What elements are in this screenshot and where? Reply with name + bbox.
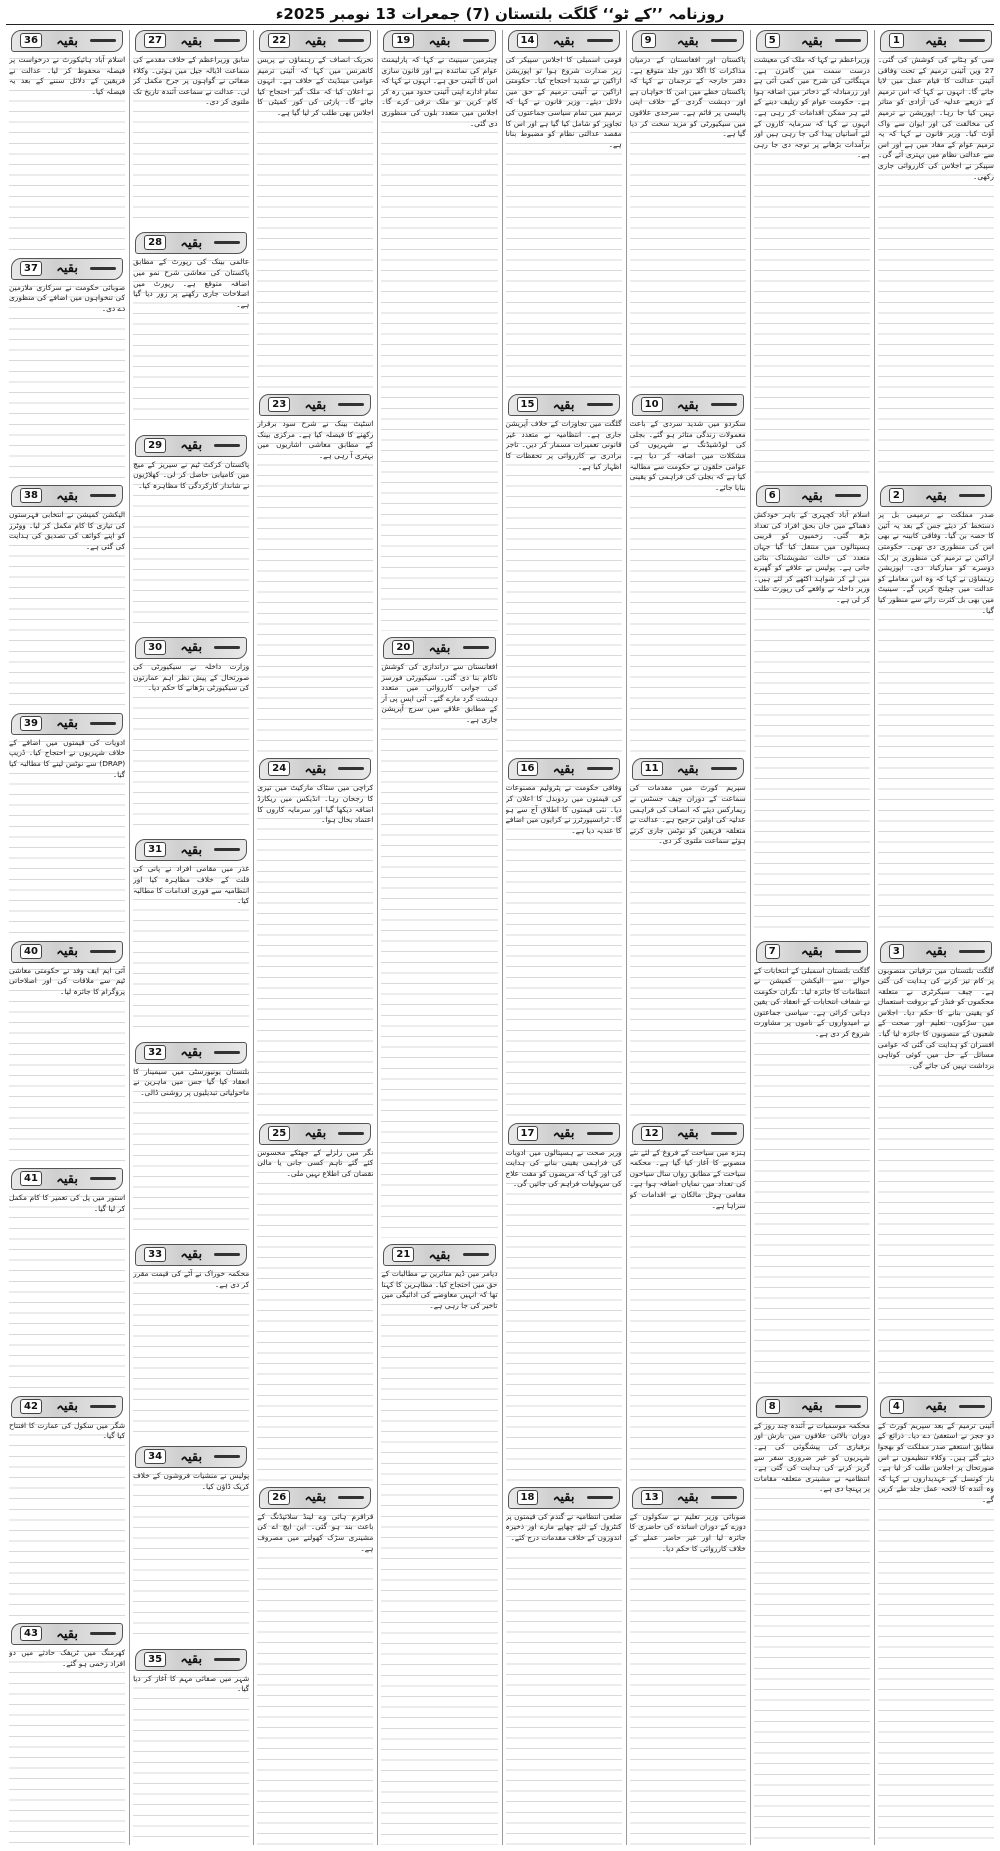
- continued-story: [133, 1244, 249, 1440]
- continuation-number: 28: [144, 235, 166, 250]
- continued-story: [630, 758, 746, 1116]
- story-text: گلگت بلتستان اسمبلی کے انتخابات کے حوالے سے الیکشن کمیشن نے انتظامات کا جائزہ لیا۔ نگران حکومت نے شفاف انتخابات کے انعقاد کی یقین دہانی کرائی ہے۔ سیاسی جماعتوں نے امیدواروں کے ناموں پر مشاورت شروع کر دی ہے۔: [754, 966, 870, 1390]
- continuation-banner: [508, 1123, 620, 1145]
- story-text: آئی ایم ایف وفد نے حکومتی معاشی ٹیم سے ملاقات کی اور اصلاحاتی پروگرام کا جائزہ لیا۔: [9, 966, 125, 1163]
- continuation-banner: [383, 30, 495, 52]
- continuation-banner: [383, 1244, 495, 1266]
- story-text: محکمہ خوراک نے آٹے کی قیمت مقرر کر دی ہے۔: [133, 1269, 249, 1440]
- column-5: [377, 30, 497, 1845]
- swash-ornament-icon: [214, 848, 240, 851]
- continuation-label: بقیہ: [56, 944, 78, 959]
- story-text: ضلعی انتظامیہ نے گندم کی قیمتوں پر کنٹرول کے لئے چھاپے مارے اور ذخیرہ اندوزوں کے خلاف مقدمات درج کئے۔: [506, 1512, 622, 1845]
- swash-ornament-icon: [214, 1051, 240, 1054]
- swash-ornament-icon: [959, 494, 985, 497]
- continuation-label: بقیہ: [552, 1490, 575, 1506]
- continuation-number: 20: [392, 640, 414, 655]
- column-4: [502, 30, 622, 1845]
- continuation-label: بقیہ: [925, 1399, 947, 1415]
- continued-story: [630, 30, 746, 388]
- swash-ornament-icon: [338, 1132, 364, 1135]
- continued-story: [133, 30, 249, 226]
- continuation-banner: [11, 30, 123, 52]
- continuation-number: 23: [268, 397, 290, 412]
- continuation-banner: [508, 394, 620, 416]
- story-text: پاکستان اور افغانستان کے درمیان مذاکرات کا اگلا دور جلد متوقع ہے۔ دفتر خارجہ کے ترجمان نے کہا کہ پاکستان خطے میں امن کا خواہاں ہے اور دہشت گردی کے خلاف اپنی پالیسی پر قائم ہے۔ سرحدی علاقوں میں سیکیورٹی کو مزید سخت کر دیا گیا ہے۔: [630, 55, 746, 388]
- continuation-banner: [135, 1042, 247, 1064]
- continuation-number: 29: [144, 438, 166, 453]
- continuation-label: بقیہ: [800, 488, 823, 504]
- continuation-label: بقیہ: [552, 761, 575, 777]
- continuation-number: 7: [765, 944, 780, 959]
- continuation-number: 38: [20, 488, 42, 503]
- continuation-label: بقیہ: [800, 944, 823, 959]
- continuation-number: 42: [20, 1399, 42, 1414]
- swash-ornament-icon: [587, 1496, 613, 1499]
- continuation-banner: [11, 713, 123, 735]
- continued-story: [9, 941, 125, 1163]
- continued-story: [506, 1123, 622, 1481]
- continuation-label: بقیہ: [180, 842, 203, 858]
- story-text: پولیس نے منشیات فروشوں کے خلاف کریک ڈاؤن کیا۔: [133, 1471, 249, 1642]
- swash-ornament-icon: [587, 767, 613, 770]
- continuation-banner: [632, 1487, 744, 1509]
- continuation-number: 33: [144, 1247, 166, 1262]
- continued-story: [257, 30, 373, 388]
- continuation-banner: [259, 30, 371, 52]
- continuation-label: بقیہ: [800, 1399, 823, 1415]
- continuation-label: بقیہ: [304, 761, 327, 777]
- swash-ornament-icon: [214, 646, 240, 649]
- story-text: وزارت داخلہ نے سیکیورٹی کی صورتحال کے پیش نظر اہم عمارتوں کی سیکیورٹی بڑھانے کا حکم دیا۔: [133, 662, 249, 833]
- continuation-number: 31: [144, 842, 166, 857]
- continuation-number: 35: [144, 1652, 166, 1667]
- story-text: صدر مملکت نے ترمیمی بل پر دستخط کر دیئے جس کے بعد یہ آئین کا حصہ بن گیا۔ وفاقی کابینہ نے بھی اس کی منظوری دی تھی۔ حکومتی اراکین نے ترمیم کی منظوری پر ایک دوسرے کو مبارکباد دی۔ اپوزیشن رہنماؤں نے کہا کہ وہ اس معاملے کو عدالت میں چیلنج کریں گے۔ سینیٹ میں بھی بل کثرت رائے سے منظور کیا گیا۔: [878, 510, 994, 934]
- continuation-label: بقیہ: [676, 33, 699, 49]
- continuation-label: بقیہ: [180, 640, 203, 656]
- column-1: [874, 30, 994, 1845]
- swash-ornament-icon: [711, 1496, 737, 1499]
- continued-story: [9, 30, 125, 252]
- continuation-banner: [508, 30, 620, 52]
- continuation-label: بقیہ: [56, 488, 78, 504]
- continuation-number: 25: [268, 1126, 290, 1141]
- continuation-label: بقیہ: [428, 640, 451, 656]
- continuation-label: بقیہ: [925, 944, 947, 959]
- continuation-number: 36: [20, 33, 42, 48]
- story-text: اسلام آباد کچہری کے باہر خودکش دھماکے میں جاں بحق افراد کی تعداد بڑھ گئی۔ زخمیوں کو قریبی ہسپتالوں میں منتقل کیا گیا جہاں متعدد کی حالت تشویشناک بتائی جاتی ہے۔ پولیس نے علاقے کو گھیرے میں لے کر شواہد اکٹھے کر لئے ہیں۔ وزیر داخلہ نے واقعے کی رپورٹ طلب کر لی ہے۔: [754, 510, 870, 934]
- continuation-label: بقیہ: [180, 438, 203, 454]
- continued-story: [257, 1123, 373, 1481]
- story-text: اسٹیٹ بینک نے شرح سود برقرار رکھنے کا فیصلہ کیا ہے۔ مرکزی بینک کے مطابق معاشی اشاریوں میں بہتری آ رہی ہے۔: [257, 419, 373, 752]
- continuation-label: بقیہ: [180, 1449, 203, 1465]
- swash-ornament-icon: [711, 39, 737, 42]
- continuation-label: بقیہ: [180, 1045, 203, 1061]
- story-text: صوبائی حکومت نے سرکاری ملازمین کی تنخواہوں میں اضافے کی منظوری دے دی۔: [9, 283, 125, 480]
- continuation-number: 10: [641, 397, 663, 412]
- story-text: کراچی میں سٹاک مارکیٹ میں تیزی کا رجحان رہا۔ انڈیکس میں ریکارڈ اضافہ دیکھا گیا اور سرمایہ کاروں کا اعتماد بحال ہوا۔: [257, 783, 373, 1116]
- swash-ornament-icon: [711, 403, 737, 406]
- continued-story: [630, 1487, 746, 1845]
- continuation-banner: [11, 258, 123, 280]
- continuation-number: 43: [20, 1626, 42, 1641]
- continuation-banner: [756, 1396, 868, 1418]
- continuation-label: بقیہ: [925, 488, 947, 504]
- continued-story: [754, 485, 870, 934]
- continuation-banner: [880, 1396, 992, 1418]
- continued-story: [133, 232, 249, 428]
- continuation-label: بقیہ: [552, 397, 575, 413]
- story-text: محکمہ موسمیات نے آئندہ چند روز کے دوران بالائی علاقوں میں بارش اور برفباری کی پیشگوئی کی ہے۔ شہریوں کو غیر ضروری سفر سے گریز کرنے کی ہدایت کی گئی ہے۔ انتظامیہ نے مشینری متعلقہ مقامات پر پہنچا دی ہے۔: [754, 1421, 870, 1845]
- story-text: قراقرم ہائی وے لینڈ سلائیڈنگ کے باعث بند ہو گئی۔ این ایچ اے کی مشینری سڑک کھولنے میں مصروف ہے۔: [257, 1512, 373, 1845]
- swash-ornament-icon: [587, 1132, 613, 1135]
- continuation-banner: [259, 758, 371, 780]
- continuation-banner: [135, 1244, 247, 1266]
- continued-story: [9, 485, 125, 707]
- continuation-label: بقیہ: [56, 716, 78, 732]
- continued-story: [257, 1487, 373, 1845]
- swash-ornament-icon: [90, 1405, 116, 1408]
- continuation-banner: [11, 1623, 123, 1645]
- continuation-number: 32: [144, 1045, 166, 1060]
- swash-ornament-icon: [90, 494, 116, 497]
- continuation-number: 41: [20, 1171, 42, 1186]
- swash-ornament-icon: [90, 722, 116, 725]
- swash-ornament-icon: [214, 241, 240, 244]
- continuation-label: بقیہ: [180, 1652, 203, 1668]
- swash-ornament-icon: [338, 403, 364, 406]
- continuation-label: بقیہ: [925, 33, 947, 49]
- story-text: شہر میں صفائی مہم کا آغاز کر دیا گیا۔: [133, 1674, 249, 1845]
- continuation-label: بقیہ: [304, 397, 327, 413]
- continuation-number: 30: [144, 640, 166, 655]
- continued-story: [133, 1446, 249, 1642]
- story-text: سابق وزیراعظم کے خلاف مقدمے کی سماعت اڈیالہ جیل میں ہوئی۔ وکلاء صفائی نے گواہوں پر جرح مکمل کر لی۔ عدالت نے سماعت آئندہ تاریخ تک ملتوی کر دی۔: [133, 55, 249, 226]
- continuation-banner: [383, 637, 495, 659]
- column-7: [129, 30, 249, 1845]
- continuation-banner: [135, 839, 247, 861]
- continuation-label: بقیہ: [676, 1126, 699, 1142]
- continuation-number: 6: [765, 488, 780, 503]
- column-8: [6, 30, 125, 1845]
- continued-story: [257, 758, 373, 1116]
- continued-story: [133, 637, 249, 833]
- continuation-label: بقیہ: [676, 761, 699, 777]
- continuation-number: 27: [144, 33, 166, 48]
- story-text: سپریم کورٹ میں مقدمات کی سماعت کے دوران چیف جسٹس نے ریمارکس دیئے کہ انصاف کی فراہمی عدلیہ کی اولین ترجیح ہے۔ عدالت نے متعلقہ فریقین کو نوٹس جاری کرتے ہوئے سماعت ملتوی کر دی۔: [630, 783, 746, 1116]
- swash-ornament-icon: [463, 1253, 489, 1256]
- continuation-number: 3: [889, 944, 904, 959]
- continued-story: [381, 637, 497, 1238]
- continuation-number: 26: [268, 1490, 290, 1505]
- swash-ornament-icon: [214, 1455, 240, 1458]
- continuation-number: 34: [144, 1449, 166, 1464]
- continuation-label: بقیہ: [428, 33, 451, 49]
- swash-ornament-icon: [835, 39, 861, 42]
- continuation-label: بقیہ: [800, 33, 823, 49]
- continuation-banner: [880, 485, 992, 507]
- swash-ornament-icon: [587, 39, 613, 42]
- continuation-banner: [259, 1487, 371, 1509]
- continued-story: [381, 30, 497, 631]
- continuation-banner: [880, 941, 992, 963]
- continued-story: [630, 394, 746, 752]
- swash-ornament-icon: [214, 444, 240, 447]
- swash-ornament-icon: [214, 1658, 240, 1661]
- story-text: بلتستان یونیورسٹی میں سیمینار کا انعقاد کیا گیا جس میں ماہرین نے ماحولیاتی تبدیلیوں پر روشنی ڈالی۔: [133, 1067, 249, 1238]
- continued-story: [754, 30, 870, 479]
- swash-ornament-icon: [214, 39, 240, 42]
- story-text: گلگت میں تجاوزات کے خلاف آپریشن جاری ہے۔ انتظامیہ نے متعدد غیر قانونی تعمیرات مسمار کر دیں۔ تاجر برادری نے کارروائی پر تحفظات کا اظہار کیا ہے۔: [506, 419, 622, 752]
- continuation-number: 39: [20, 716, 42, 731]
- continued-story: [133, 839, 249, 1035]
- continuation-label: بقیہ: [180, 33, 203, 49]
- story-text: وفاقی حکومت نے پٹرولیم مصنوعات کی قیمتوں میں ردوبدل کا اعلان کر دیا۔ نئی قیمتوں کا اطلاق آج سے ہو گا۔ ٹرانسپورٹرز نے کرایوں میں اضافے کا عندیہ دیا ہے۔: [506, 783, 622, 1116]
- story-text: وزیراعظم نے کہا کہ ملک کی معیشت درست سمت میں گامزن ہے۔ مہنگائی کی شرح میں کمی آئی ہے اور زرمبادلہ کے ذخائر میں اضافہ ہوا ہے۔ حکومت عوام کو ریلیف دینے کے لئے ہر ممکن اقدامات کر رہی ہے۔ انہوں نے کہا کہ سرمایہ کاروں کے لئے آسانیاں پیدا کی جا رہی ہیں اور برآمدات بڑھانے پر توجہ دی جا رہی ہے۔: [754, 55, 870, 479]
- continued-story: [9, 1168, 125, 1390]
- swash-ornament-icon: [711, 767, 737, 770]
- story-text: غذر میں مقامی افراد نے پانی کی قلت کے خلاف مظاہرہ کیا اور انتظامیہ سے فوری اقدامات کا مطالبہ کیا۔: [133, 864, 249, 1035]
- swash-ornament-icon: [90, 39, 116, 42]
- swash-ornament-icon: [959, 1405, 985, 1408]
- continuation-banner: [632, 758, 744, 780]
- swash-ornament-icon: [835, 950, 861, 953]
- continuation-banner: [259, 394, 371, 416]
- continuation-number: 24: [268, 761, 290, 776]
- column-3: [626, 30, 746, 1845]
- continuation-number: 22: [268, 33, 290, 48]
- swash-ornament-icon: [338, 1496, 364, 1499]
- continued-story: [9, 1396, 125, 1618]
- continuation-banner: [11, 1396, 123, 1418]
- continuation-banner: [508, 1487, 620, 1509]
- continued-story: [9, 258, 125, 480]
- swash-ornament-icon: [214, 1253, 240, 1256]
- swash-ornament-icon: [90, 267, 116, 270]
- continued-story: [9, 1623, 125, 1845]
- continuation-banner: [135, 30, 247, 52]
- continued-story: [9, 713, 125, 935]
- continuation-banner: [11, 941, 123, 963]
- story-text: صوبائی وزیر تعلیم نے سکولوں کے دورے کے دوران اساتذہ کی حاضری کا جائزہ لیا اور غیر حاضر عملے کے خلاف کارروائی کا حکم دیا۔: [630, 1512, 746, 1845]
- story-text: گلگت بلتستان میں ترقیاتی منصوبوں پر کام تیز کرنے کی ہدایت کی گئی ہے۔ چیف سیکرٹری نے متعلقہ محکموں کو فنڈز کے بروقت استعمال کو یقینی بنانے کا حکم دیا۔ اجلاس میں سڑکوں، تعلیم اور صحت کے شعبوں کے منصوبوں کا جائزہ لیا گیا۔ افسران کو ہدایت کی گئی کہ عوامی مسائل کے حل میں کوئی کوتاہی برداشت نہیں کی جائے گی۔: [878, 966, 994, 1390]
- story-text: پاکستان کرکٹ ٹیم نے سیریز کے میچ میں کامیابی حاصل کر لی۔ کھلاڑیوں نے شاندار کارکردگی کا مظاہرہ کیا۔: [133, 460, 249, 631]
- story-text: ادویات کی قیمتوں میں اضافے کے خلاف شہریوں نے احتجاج کیا۔ ڈریپ (DRAP) سے نوٹس لینے کا مطالبہ کیا گیا۔: [9, 738, 125, 935]
- continuation-label: بقیہ: [304, 1126, 327, 1142]
- continuation-banner: [135, 1446, 247, 1468]
- story-text: ہنزہ میں سیاحت کے فروغ کے لئے نئے منصوبے کا آغاز کیا گیا ہے۔ محکمہ سیاحت کے مطابق رواں سال سیاحوں کی تعداد میں نمایاں اضافہ ہوا ہے۔ مقامی ہوٹل مالکان نے اقدامات کو سراہا ہے۔: [630, 1148, 746, 1481]
- story-text: قومی اسمبلی کا اجلاس سپیکر کی زیر صدارت شروع ہوا تو اپوزیشن اراکین نے شدید احتجاج کیا۔ حکومتی اراکین نے آئینی ترمیم کے حق میں دلائل دیئے۔ وزیر قانون نے کہا کہ ترمیم میں تمام سیاسی جماعتوں کی تجاویز کو شامل کیا گیا ہے اور اس کا مقصد عدالتی نظام کو مضبوط بنانا ہے۔: [506, 55, 622, 388]
- continuation-banner: [880, 30, 992, 52]
- continuation-label: بقیہ: [180, 235, 203, 251]
- story-text: شگر میں سکول کی عمارت کا افتتاح کیا گیا۔: [9, 1421, 125, 1618]
- story-text: کھرمنگ میں ٹریفک حادثے میں دو افراد زخمی ہو گئے۔: [9, 1648, 125, 1845]
- story-text: وزیر صحت نے ہسپتالوں میں ادویات کی فراہمی یقینی بنانے کی ہدایت کی اور کہا کہ مریضوں کو مفت علاج کی سہولیات فراہم کی جائیں گی۔: [506, 1148, 622, 1481]
- continued-story: [878, 1396, 994, 1845]
- swash-ornament-icon: [835, 1405, 861, 1408]
- continuation-number: 16: [517, 761, 539, 776]
- swash-ornament-icon: [463, 646, 489, 649]
- continuation-label: بقیہ: [304, 1490, 327, 1506]
- continuation-label: بقیہ: [552, 1126, 575, 1142]
- continued-story: [506, 30, 622, 388]
- continuation-label: بقیہ: [56, 261, 78, 277]
- swash-ornament-icon: [90, 1177, 116, 1180]
- continuation-label: بقیہ: [304, 33, 327, 49]
- continued-story: [878, 941, 994, 1390]
- swash-ornament-icon: [711, 1132, 737, 1135]
- column-2: [750, 30, 870, 1845]
- continued-story: [506, 394, 622, 752]
- continuation-number: 11: [641, 761, 663, 776]
- continuation-label: بقیہ: [676, 1490, 699, 1506]
- continued-story: [630, 1123, 746, 1481]
- continuation-number: 14: [517, 33, 539, 48]
- continued-story: [133, 435, 249, 631]
- continuation-banner: [632, 394, 744, 416]
- continued-story: [754, 1396, 870, 1845]
- continuation-banner: [632, 30, 744, 52]
- continuation-number: 17: [517, 1126, 539, 1141]
- continued-story: [506, 1487, 622, 1845]
- continuation-banner: [756, 30, 868, 52]
- story-text: چیئرمین سینیٹ نے کہا کہ پارلیمنٹ عوام کی نمائندہ ہے اور قانون سازی اس کا آئینی حق ہے۔ انہوں نے کہا کہ تمام ادارے اپنی آئینی حدود میں رہ کر کام کریں تو ملک ترقی کرے گا۔ اجلاس میں متعدد بلوں کی منظوری دی گئی۔: [381, 55, 497, 631]
- continuation-banner: [11, 485, 123, 507]
- columns-grid: [6, 30, 994, 1845]
- story-text: سکردو میں شدید سردی کے باعث معمولات زندگی متاثر ہو گئے۔ بجلی کی لوڈشیڈنگ نے شہریوں کی مشکلات میں اضافہ کر دیا ہے۔ عوامی حلقوں نے حکومت سے مطالبہ کیا ہے کہ بجلی کی فراہمی کو یقینی بنایا جائے۔: [630, 419, 746, 752]
- masthead-date-line: روزنامہ ’’کے ٹو‘‘ گلگت بلتستان (7) جمعرات 13 نومبر 2025ء: [6, 4, 994, 25]
- continuation-number: 5: [765, 33, 780, 48]
- continuation-label: بقیہ: [428, 1247, 451, 1263]
- story-text: استور میں پل کی تعمیر کا کام مکمل کر لیا گیا۔: [9, 1193, 125, 1390]
- continuation-number: 12: [641, 1126, 663, 1141]
- story-text: آئینی ترمیم کے بعد سپریم کورٹ کے دو ججز نے استعفیٰ دے دیا۔ ذرائع کے مطابق استعفے صدر مملکت کو بھجوا دیئے گئے ہیں۔ وکلاء تنظیموں نے اس صورتحال پر اجلاس طلب کر لیا ہے۔ بار کونسل کے عہدیداروں نے کہا کہ وہ آئندہ کا لائحہ عمل جلد طے کریں گے۔: [878, 1421, 994, 1845]
- continuation-banner: [135, 1649, 247, 1671]
- continuation-number: 15: [517, 397, 539, 412]
- swash-ornament-icon: [959, 950, 985, 953]
- continuation-banner: [632, 1123, 744, 1145]
- continuation-label: بقیہ: [552, 33, 575, 49]
- continued-story: [133, 1042, 249, 1238]
- story-text: دیامر میں ڈیم متاثرین نے مطالبات کے حق میں احتجاج کیا۔ مظاہرین کا کہنا تھا کہ انہیں معاوضے کی ادائیگی میں تاخیر کی جا رہی ہے۔: [381, 1269, 497, 1845]
- continuation-label: بقیہ: [56, 1171, 78, 1187]
- continuation-label: بقیہ: [180, 1247, 203, 1263]
- continuation-number: 8: [765, 1399, 780, 1414]
- swash-ornament-icon: [587, 403, 613, 406]
- swash-ornament-icon: [338, 767, 364, 770]
- continued-story: [381, 1244, 497, 1845]
- story-text: تحریک انصاف کے رہنماؤں نے پریس کانفرنس میں کہا کہ آئینی ترمیم عوامی مینڈیٹ کے خلاف ہے۔ انہوں نے اعلان کیا کہ ملک گیر احتجاج کیا جائے گا۔ پارٹی کی کور کمیٹی کا اجلاس بھی طلب کر لیا گیا ہے۔: [257, 55, 373, 388]
- continuation-number: 4: [889, 1399, 904, 1414]
- continued-story: [133, 1649, 249, 1845]
- continuation-label: بقیہ: [56, 33, 78, 49]
- swash-ornament-icon: [90, 1632, 116, 1635]
- continued-story: [257, 394, 373, 752]
- continued-story: [878, 30, 994, 479]
- continuation-banner: [259, 1123, 371, 1145]
- continuation-number: 40: [20, 944, 42, 959]
- continuation-number: 9: [641, 33, 656, 48]
- swash-ornament-icon: [338, 39, 364, 42]
- story-text: اسلام آباد ہائیکورٹ نے درخواست پر فیصلہ محفوظ کر لیا۔ عدالت نے فریقین کے دلائل سننے کے بعد یہ فیصلہ کیا۔: [9, 55, 125, 252]
- continuation-label: بقیہ: [56, 1626, 78, 1642]
- story-text: الیکشن کمیشن نے انتخابی فہرستوں کی تیاری کا کام مکمل کر لیا۔ ووٹرز کو اپنے کوائف کی تصدیق کی ہدایت کی گئی ہے۔: [9, 510, 125, 707]
- column-6: [253, 30, 373, 1845]
- continuation-label: بقیہ: [676, 397, 699, 413]
- continuation-label: بقیہ: [56, 1399, 78, 1415]
- story-text: نگر میں زلزلے کے جھٹکے محسوس کئے گئے تاہم کسی جانی یا مالی نقصان کی اطلاع نہیں ملی۔: [257, 1148, 373, 1481]
- continuation-number: 21: [392, 1247, 414, 1262]
- continuation-banner: [756, 485, 868, 507]
- swash-ornament-icon: [90, 950, 116, 953]
- continuation-banner: [756, 941, 868, 963]
- continuation-number: 1: [889, 33, 904, 48]
- continuation-number: 19: [392, 33, 414, 48]
- story-text: عالمی بینک کی رپورٹ کے مطابق پاکستان کی معاشی شرح نمو میں اضافہ متوقع ہے۔ رپورٹ میں اصلاحات جاری رکھنے پر زور دیا گیا ہے۔: [133, 257, 249, 428]
- swash-ornament-icon: [959, 39, 985, 42]
- continuation-banner: [508, 758, 620, 780]
- continuation-number: 13: [641, 1490, 663, 1505]
- continued-story: [878, 485, 994, 934]
- continuation-number: 37: [20, 261, 42, 276]
- continuation-number: 18: [517, 1490, 539, 1505]
- continued-story: [506, 758, 622, 1116]
- continuation-number: 2: [889, 488, 904, 503]
- swash-ornament-icon: [835, 494, 861, 497]
- continuation-banner: [135, 232, 247, 254]
- continued-story: [754, 941, 870, 1390]
- continuation-banner: [135, 435, 247, 457]
- story-text: سی کو ہٹانے کی کوشش کی گئی۔ 27 ویں آئینی ترمیم کے تحت وفاقی آئینی عدالت کا قیام عمل میں لایا جائے گا۔ انہوں نے کہا کہ اس ترمیم کے ذریعے عدلیہ کی آزادی کو متاثر نہیں کیا جا رہا۔ اپوزیشن نے ترمیم کی مخالفت کی اور ایوان سے واک آؤٹ کیا۔ وزیر قانون نے کہا کہ یہ ترمیم عوام کے مفاد میں ہے اور اس سے عدالتی نظام میں بہتری آئے گی۔ سپیکر نے اجلاس کی کارروائی جاری رکھی۔: [878, 55, 994, 479]
- story-text: افغانستان سے دراندازی کی کوشش ناکام بنا دی گئی۔ سیکیورٹی فورسز کی جوابی کارروائی میں متعدد دہشت گرد مارے گئے۔ آئی ایس پی آر کے مطابق علاقے میں سرچ آپریشن جاری ہے۔: [381, 662, 497, 1238]
- continuation-banner: [11, 1168, 123, 1190]
- continuation-banner: [135, 637, 247, 659]
- swash-ornament-icon: [463, 39, 489, 42]
